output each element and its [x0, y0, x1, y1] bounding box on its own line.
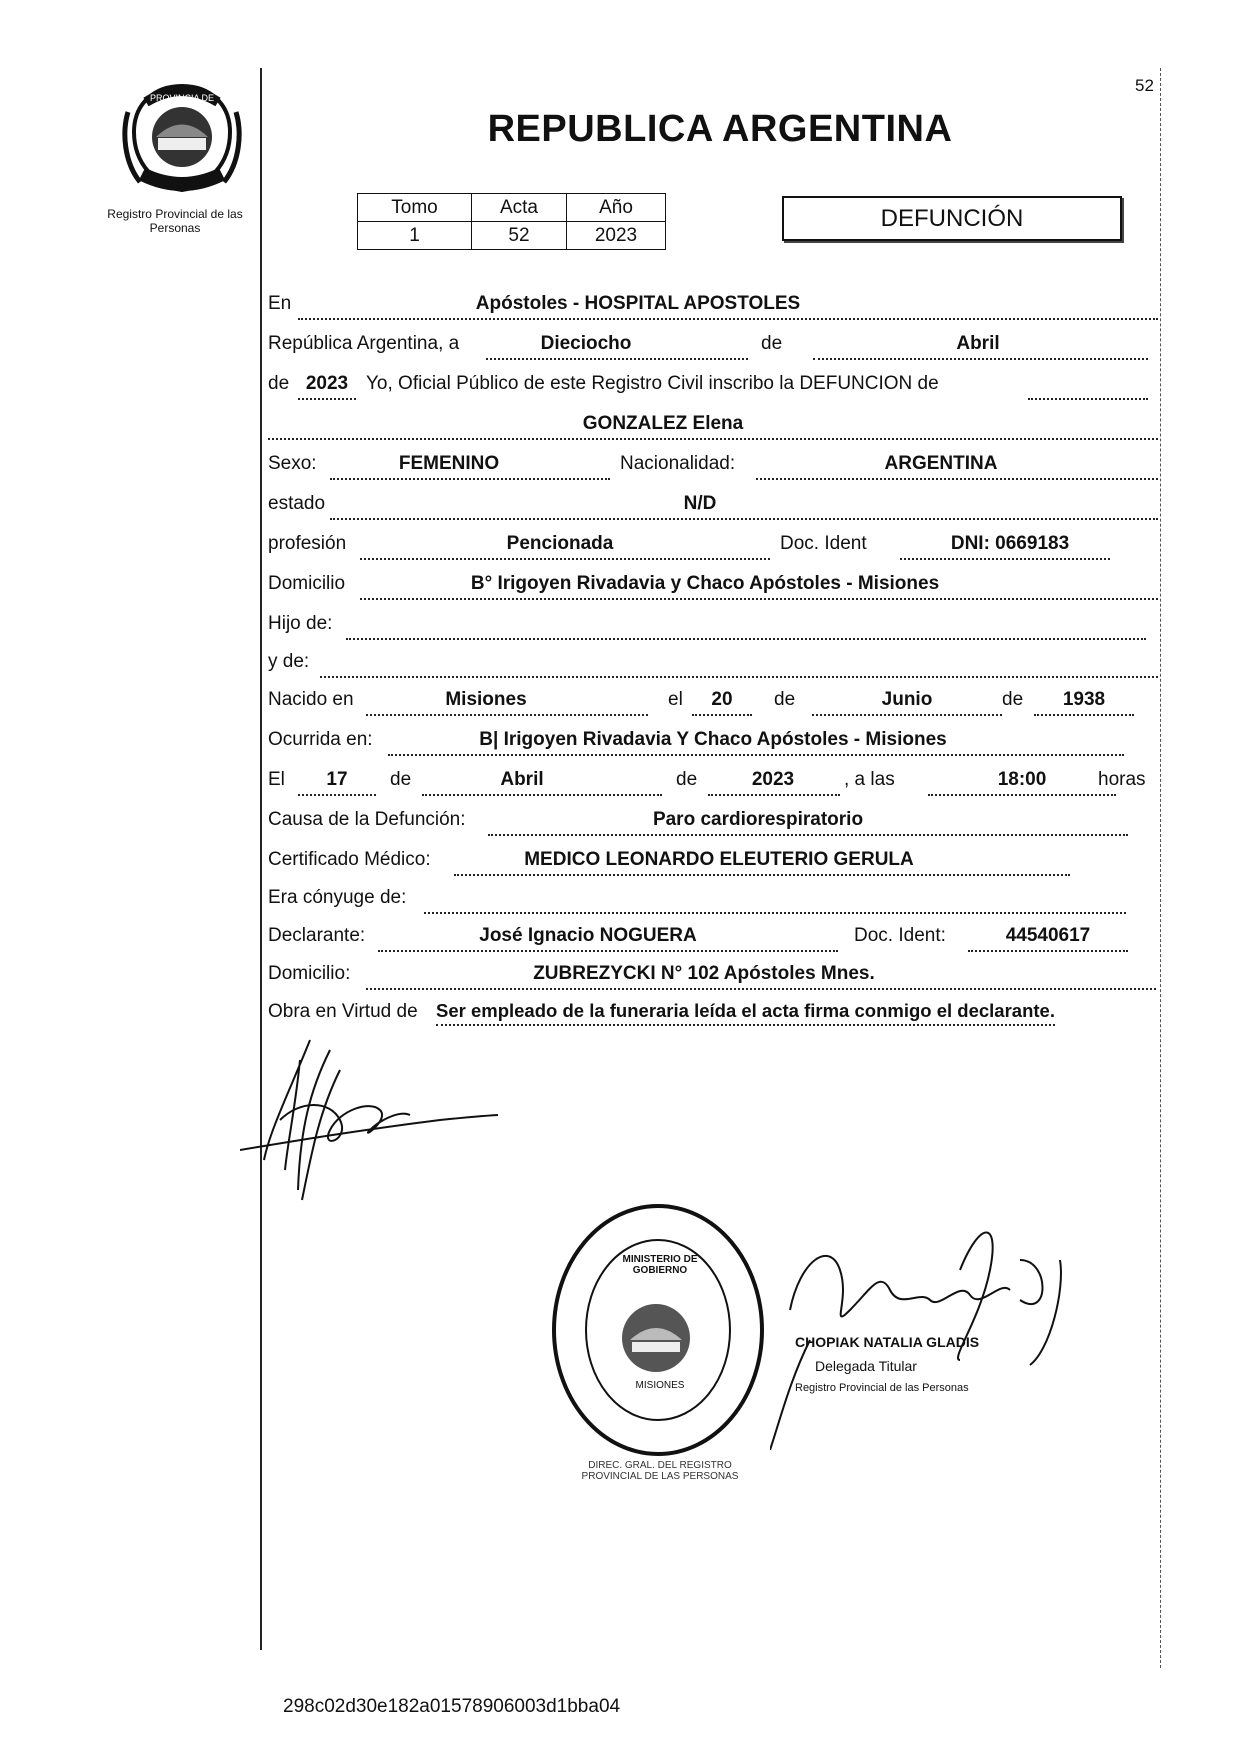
right-margin-line [1160, 68, 1162, 1668]
official-signature [770, 1200, 1070, 1450]
y-de-label: y de: [268, 651, 310, 672]
seal-center-text: MISIONES [635, 1380, 685, 1391]
conyuge-line [424, 884, 1126, 914]
conyuge-label: Era cónyuge de: [268, 887, 407, 908]
declarante-label: Declarante: [268, 925, 366, 946]
estado-value: N/D [683, 493, 717, 514]
domicilio2-value: ZUBREZYCKI N° 102 Apóstoles Mnes. [533, 963, 875, 984]
row-profesion [268, 530, 1158, 558]
el-de1: de [390, 769, 412, 790]
el-alas: , a las [844, 769, 895, 790]
document-hash: 298c02d30e182a01578906003d1bba04 [283, 1696, 621, 1717]
row-en [268, 290, 1158, 318]
hijo-label: Hijo de: [268, 613, 333, 634]
tomo-header: Tomo [358, 194, 472, 222]
anio-label: de [268, 373, 290, 394]
declarant-signature [240, 1030, 500, 1210]
anio-value: 2023 [567, 222, 666, 250]
el-de2: de [676, 769, 698, 790]
official-role: Delegada Titular [815, 1358, 917, 1374]
registry-label: Registro Provincial de las Personas [107, 207, 243, 235]
row-obra [268, 998, 1158, 1026]
seal-inner-text: MINISTERIO DE GOBIERNO [622, 1254, 698, 1276]
hijo-line [346, 610, 1146, 640]
row-y-de [268, 648, 1158, 676]
row-domicilio [268, 570, 1158, 598]
profesion-label: profesión [268, 533, 347, 554]
row-estado [268, 490, 1158, 518]
row-hijo [268, 610, 1158, 638]
certificado-label: Certificado Médico: [268, 849, 431, 870]
el-month: Abril [500, 769, 544, 790]
page-number: 52 [1135, 76, 1154, 95]
province-logo [118, 82, 246, 194]
fecha-de-label: de [761, 333, 783, 354]
profesion-value: Pencionada [506, 533, 614, 554]
fecha-month: Abril [956, 333, 1000, 354]
row-sexo [268, 450, 1158, 478]
acta-table [357, 193, 666, 250]
anio-year: 2023 [305, 373, 349, 394]
domicilio-value: B° Irigoyen Rivadavia y Chaco Apóstoles - Misiones [470, 573, 940, 594]
fecha-label: República Argentina, a [268, 333, 460, 354]
sexo-label: Sexo: [268, 453, 317, 474]
el-year: 2023 [751, 769, 795, 790]
official-org: Registro Provincial de las Personas [795, 1382, 969, 1394]
row-el [268, 766, 1158, 794]
document-title: REPUBLICA ARGENTINA [487, 108, 953, 150]
nacido-day: 20 [711, 689, 733, 710]
deceased-name: GONZALEZ Elena [582, 413, 744, 434]
en-label: En [268, 293, 292, 314]
nacido-month: Junio [881, 689, 933, 710]
declarante-doc-label: Doc. Ident: [854, 925, 946, 946]
obra-label: Obra en Virtud de [268, 1001, 418, 1022]
el-label: El [268, 769, 285, 790]
nacido-de1: de [774, 689, 796, 710]
domicilio2-label: Domicilio: [268, 963, 351, 984]
profesion-doc-label: Doc. Ident [780, 533, 867, 554]
causa-value: Paro cardiorespiratorio [652, 809, 864, 830]
row-ocurrida [268, 726, 1158, 754]
nacido-label: Nacido en [268, 689, 354, 710]
row-nacido [268, 686, 1158, 714]
tomo-value: 1 [358, 222, 472, 250]
profesion-doc-value: DNI: 0669183 [950, 533, 1070, 554]
el-day: 17 [326, 769, 348, 790]
row-nombre [268, 410, 1158, 438]
row-causa [268, 806, 1158, 834]
certificado-value: MEDICO LEONARDO ELEUTERIO GERULA [524, 849, 914, 870]
nacido-place: Misiones [445, 689, 527, 710]
acta-value: 52 [472, 222, 567, 250]
obra-value: Ser empleado de la funeraria leída el acta firma conmigo el declarante. [436, 998, 1055, 1026]
nacionalidad-value: ARGENTINA [884, 453, 998, 474]
svg-text:PROVINCIA DE: PROVINCIA DE [149, 93, 215, 103]
nacido-de2: de [1002, 689, 1024, 710]
row-conyuge [268, 884, 1158, 912]
ocurrida-label: Ocurrida en: [268, 729, 373, 750]
domicilio-label: Domicilio [268, 573, 346, 594]
ocurrida-value: B| Irigoyen Rivadavia Y Chaco Apóstoles - Misiones [479, 729, 947, 750]
anio-text: Yo, Oficial Público de este Registro Civil inscribo la DEFUNCION de [366, 373, 939, 394]
row-domicilio2 [268, 960, 1158, 988]
left-margin-line [260, 68, 262, 1650]
anio-trailing-line [1028, 370, 1148, 400]
en-value: Apóstoles - HOSPITAL APOSTOLES [475, 293, 801, 314]
row-anio [268, 370, 1158, 398]
row-declarante [268, 922, 1158, 950]
seal-outer-text: DIREC. GRAL. DEL REGISTRO PROVINCIAL DE LAS PERSONAS [581, 1460, 739, 1482]
record-type-box: DEFUNCIÓN [782, 196, 1122, 241]
declarante-value: José Ignacio NOGUERA [479, 925, 697, 946]
official-name: CHOPIAK NATALIA GLADIS [795, 1334, 980, 1350]
sexo-value: FEMENINO [398, 453, 500, 474]
nacido-year: 1938 [1062, 689, 1106, 710]
official-seal [548, 1200, 768, 1460]
y-de-line [320, 648, 1158, 678]
declarante-doc-value: 44540617 [1005, 925, 1091, 946]
fecha-day: Dieciocho [540, 333, 632, 354]
row-fecha [268, 330, 1158, 358]
causa-label: Causa de la Defunción: [268, 809, 466, 830]
nacionalidad-label: Nacionalidad: [620, 453, 736, 474]
estado-label: estado [268, 493, 326, 514]
anio-header: Año [567, 194, 666, 222]
nacido-el-label: el [668, 689, 683, 710]
acta-header: Acta [472, 194, 567, 222]
el-time: 18:00 [997, 769, 1047, 790]
row-certificado [268, 846, 1158, 874]
el-horas: horas [1098, 769, 1146, 790]
